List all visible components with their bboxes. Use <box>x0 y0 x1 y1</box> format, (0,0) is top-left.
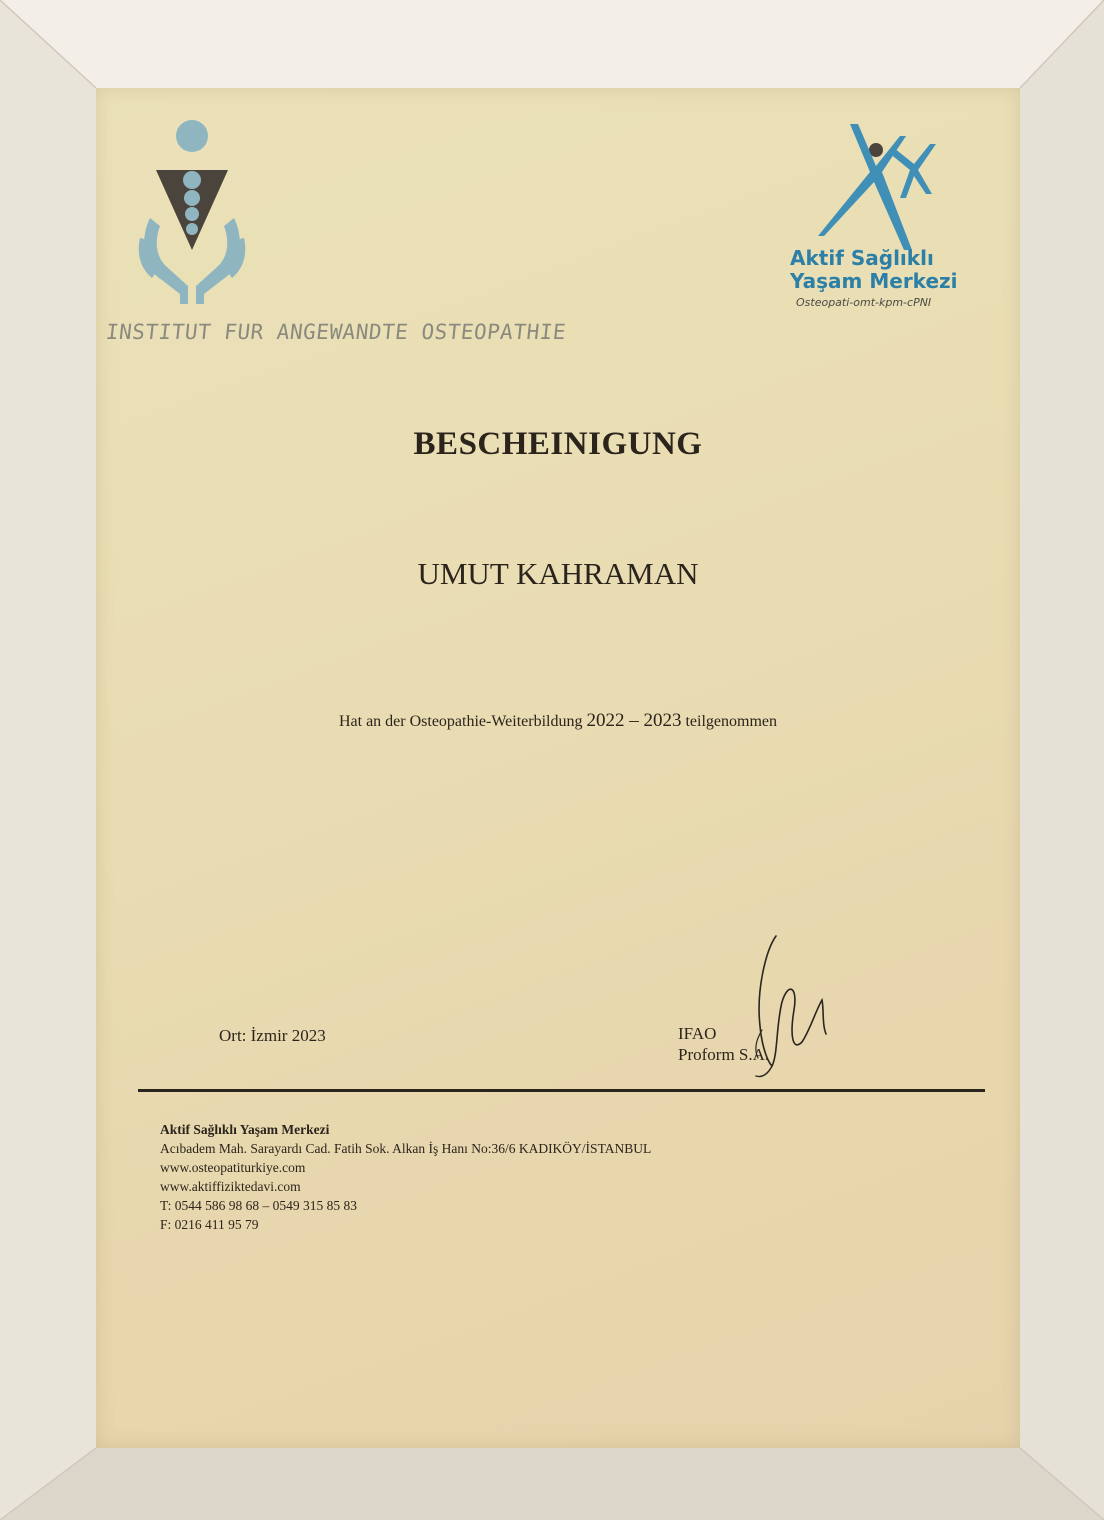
footer-website-2: www.aktiffiziktedavi.com <box>160 1179 301 1194</box>
footer-fax: F: 0216 411 95 79 <box>160 1217 259 1232</box>
place-date: Ort: İzmir 2023 <box>219 1026 326 1045</box>
certificate-paper <box>96 88 1020 1448</box>
running-figures-logo-icon <box>808 124 948 254</box>
certificate-title: BESCHEINIGUNG <box>413 426 703 462</box>
statement-suffix: teilgenommen <box>685 713 778 730</box>
footer-website-1: www.osteopatiturkiye.com <box>160 1160 306 1175</box>
footer-divider <box>138 1089 985 1092</box>
institute-name: INSTITUT FUR ANGEWANDTE OSTEOPATHIE <box>104 320 568 344</box>
participation-statement <box>96 710 1020 732</box>
statement-prefix: Hat an der Osteopathie-Weiterbildung <box>338 713 583 730</box>
issuer-line1: IFAO <box>678 1024 717 1043</box>
osteopathy-spine-hands-logo-icon <box>136 118 256 308</box>
right-logo-name-line2: Yaşam Merkezi <box>790 269 958 293</box>
statement-years: 2022 – 2023 <box>586 710 682 731</box>
right-logo-name-line1: Aktif Sağlıklı <box>790 246 934 270</box>
issuer-line2: Proform S.A. <box>678 1045 770 1064</box>
right-logo-subtitle: Osteopati-omt-kpm-cPNI <box>796 296 932 309</box>
recipient-name: UMUT KAHRAMAN <box>417 556 699 591</box>
footer-contact <box>160 1120 651 1234</box>
footer-org-name: Aktif Sağlıklı Yaşam Merkezi <box>160 1122 330 1137</box>
signature <box>732 930 842 1080</box>
footer-phone: T: 0544 586 98 68 – 0549 315 85 83 <box>160 1198 357 1213</box>
footer-address: Acıbadem Mah. Sarayardı Cad. Fatih Sok. Alkan İş Hanı No:36/6 KADIKÖY/İSTANBUL <box>160 1141 652 1156</box>
